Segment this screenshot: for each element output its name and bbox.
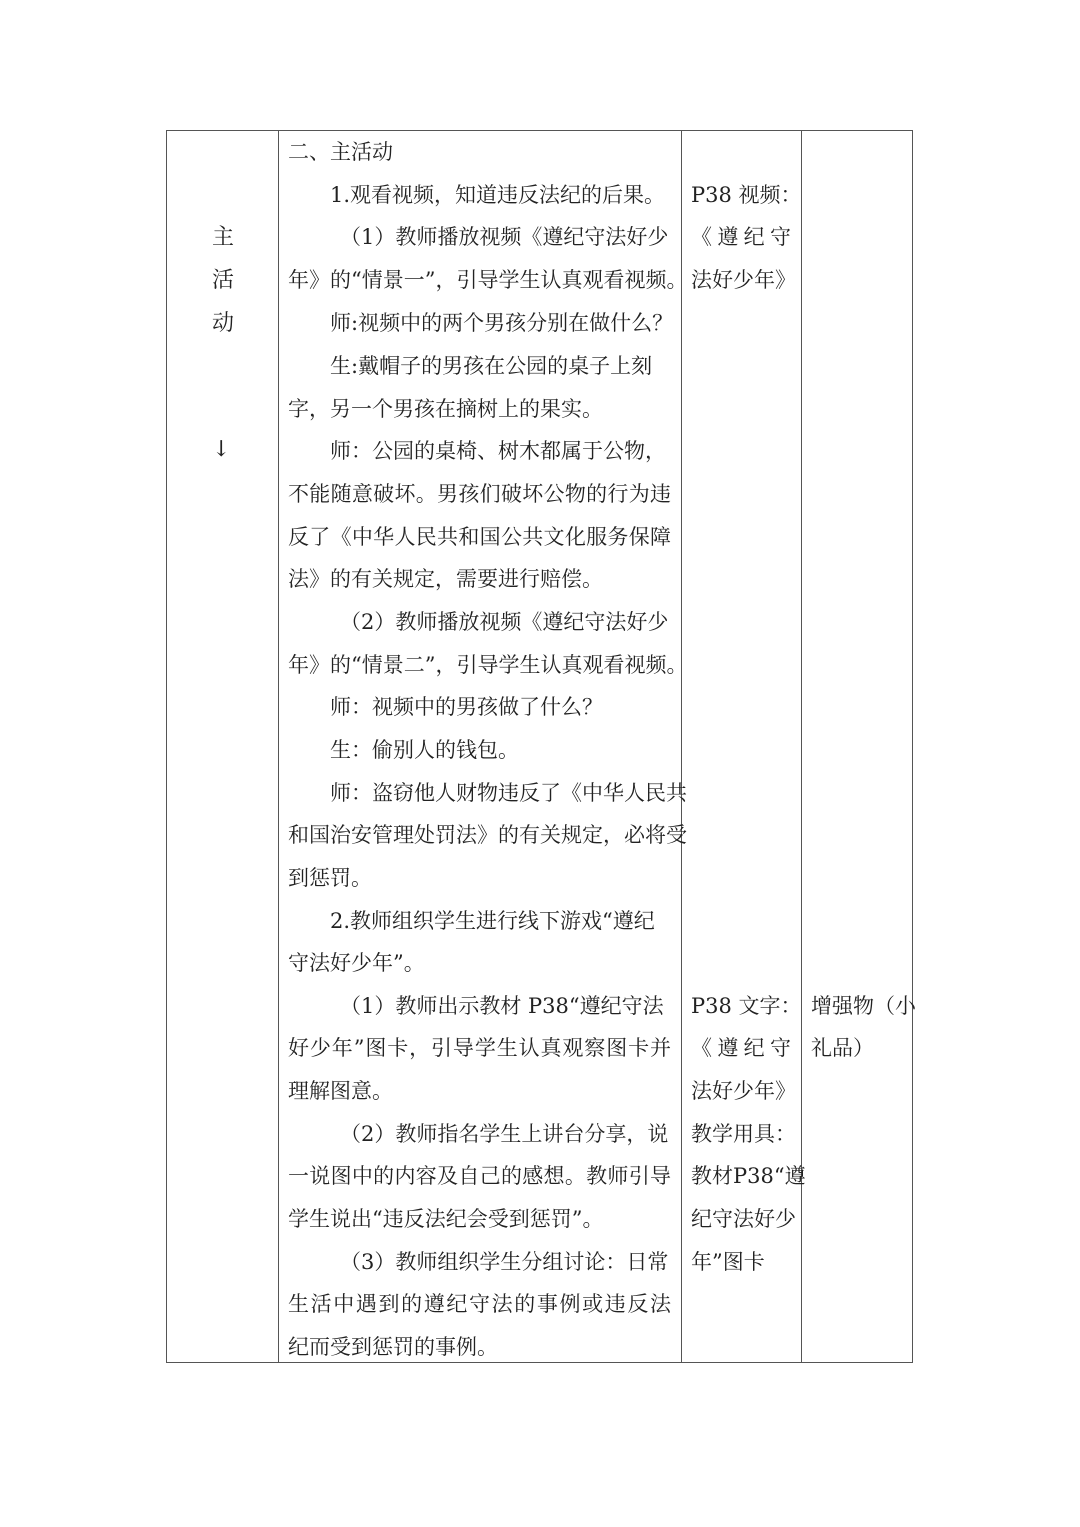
process-line: （2）教师播放视频《遵纪守法好少 [340, 610, 669, 634]
process-line: （1）教师播放视频《遵纪守法好少 [340, 225, 669, 249]
process-line: （3）教师组织学生分组讨论：日常 [340, 1250, 669, 1274]
process-line: 生：偷别人的钱包。 [330, 738, 519, 762]
preparation-line: 增强物（小 [811, 994, 916, 1018]
section-heading: 二、主活动 [288, 140, 393, 164]
process-line: 师:视频中的两个男孩分别在做什么？ [330, 311, 674, 335]
resource-line: 教材P38“遵 [691, 1164, 806, 1188]
process-line: 不能随意破坏。男孩们破坏公物的行为违 [288, 482, 671, 506]
process-line: 一说图中的内容及自己的感想。教师引导 [288, 1164, 671, 1188]
down-arrow-icon: ↓ [212, 437, 231, 462]
resource-line: 教学用具： [691, 1122, 796, 1146]
process-line: 师：视频中的男孩做了什么？ [330, 695, 603, 719]
resource-line: 《遵纪守 [691, 1036, 791, 1060]
process-line: 和国治安管理处罚法》的有关规定，必将受 [288, 823, 687, 847]
process-line: 师：盗窃他人财物违反了《中华人民共 [330, 781, 687, 805]
resource-line: P38 文字： [691, 994, 802, 1018]
stage-char: 活 [212, 268, 235, 293]
process-line: 2.教师组织学生进行线下游戏“遵纪 [330, 909, 655, 933]
process-line: 生活中遇到的遵纪守法的事例或违反法 [288, 1292, 671, 1316]
preparation-cell [801, 131, 916, 1362]
resource-line: P38 视频： [691, 183, 802, 207]
stage-char: 动 [212, 311, 235, 336]
process-line: 师：公园的桌椅、树木都属于公物， [330, 439, 666, 463]
resource-line: 《遵纪守 [691, 225, 791, 249]
process-line: 反了《中华人民共和国公共文化服务保障 [288, 525, 671, 549]
process-line: （2）教师指名学生上讲台分享，说 [340, 1122, 669, 1146]
process-line: 纪而受到惩罚的事例。 [288, 1335, 498, 1359]
stage-char: 主 [212, 225, 235, 250]
process-line: 年》的“情景一”，引导学生认真观看视频。 [288, 268, 688, 292]
resource-line: 法好少年》 [691, 1079, 796, 1103]
resource-line: 纪守法好少 [691, 1207, 796, 1231]
resource-line: 法好少年》 [691, 268, 796, 292]
process-line: 法》的有关规定，需要进行赔偿。 [288, 567, 603, 591]
process-line: 理解图意。 [288, 1079, 393, 1103]
resource-cell [681, 131, 806, 1362]
process-line: 好少年”图卡，引导学生认真观察图卡并 [288, 1036, 671, 1060]
lesson-plan-table [166, 130, 916, 1363]
process-line: 字，另一个男孩在摘树上的果实。 [288, 397, 603, 421]
preparation-line: 礼品） [811, 1036, 874, 1060]
process-line: 年》的“情景二”，引导学生认真观看视频。 [288, 653, 688, 677]
process-line: 学生说出“违反法纪会受到惩罚”。 [288, 1207, 604, 1231]
process-line: 1.观看视频，知道违反法纪的后果。 [330, 183, 666, 207]
process-line: 守法好少年”。 [288, 951, 425, 975]
process-line: 生:戴帽子的男孩在公园的桌子上刻 [330, 354, 653, 378]
process-line: 到惩罚。 [288, 866, 372, 890]
process-cell [278, 131, 688, 1362]
resource-line: 年”图卡 [691, 1250, 765, 1274]
stage-cell [167, 131, 278, 1362]
process-line: （1）教师出示教材 P38“遵纪守法 [340, 994, 664, 1018]
